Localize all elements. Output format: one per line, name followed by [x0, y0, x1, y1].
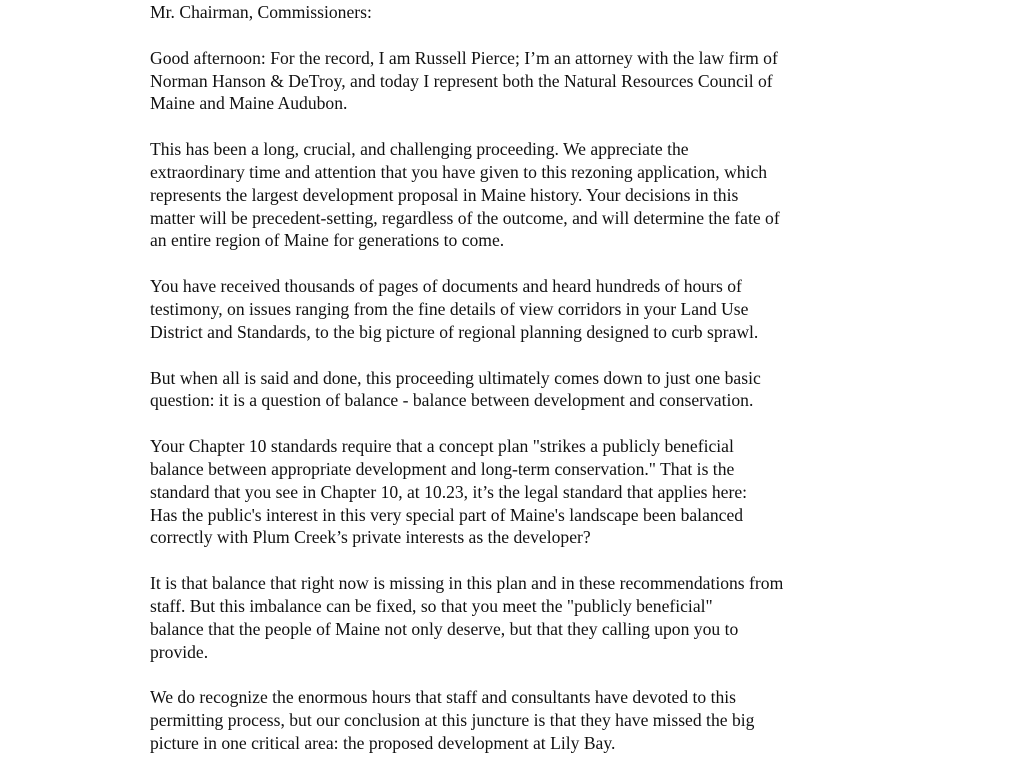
text-line: Norman Hanson & DeTroy, and today I represent both the Natural Resources Council of — [150, 70, 773, 91]
text-line: permitting process, but our conclusion at this juncture is that they have missed the big — [150, 710, 755, 731]
paragraph-introduction — [150, 47, 880, 116]
text-line: extraordinary time and attention that you have given to this rezoning application, which — [150, 161, 768, 182]
text-line: testimony, on issues ranging from the fine details of view corridors in your Land Use — [150, 298, 749, 319]
text-line: But when all is said and done, this proceeding ultimately comes down to just one basic — [150, 367, 761, 388]
paragraph-imbalance — [150, 572, 880, 663]
text-line: an entire region of Maine for generations to come. — [150, 230, 505, 251]
text-line: Maine and Maine Audubon. — [150, 93, 348, 114]
text-line: District and Standards, to the big picture of regional planning designed to curb sprawl. — [150, 321, 759, 342]
text-line: question: it is a question of balance - balance between development and conservation. — [150, 390, 754, 411]
text-line: staff. But this imbalance can be fixed, so that you meet the "publicly beneficial" — [150, 595, 713, 616]
text-line: standard that you see in Chapter 10, at 10.23, it’s the legal standard that applies here: — [150, 481, 748, 502]
document-body — [150, 1, 880, 778]
text-line: provide. — [150, 641, 209, 662]
salutation-paragraph — [150, 1, 880, 24]
text-line: Good afternoon: For the record, I am Russell Pierce; I’m an attorney with the law firm of — [150, 47, 778, 68]
text-line: balance between appropriate development and long-term conservation." That is the — [150, 458, 735, 479]
text-line: matter will be precedent-setting, regardless of the outcome, and will determine the fate of — [150, 207, 780, 228]
text-line: picture in one critical area: the proposed development at Lily Bay. — [150, 733, 616, 753]
salutation: Mr. Chairman, Commissioners: — [150, 2, 372, 22]
text-line: balance that the people of Maine not only deserve, but that they calling upon you to — [150, 618, 739, 639]
paragraph-lily-bay — [150, 686, 880, 755]
paragraph-testimony — [150, 275, 880, 344]
text-line: correctly with Plum Creek’s private interests as the developer? — [150, 527, 591, 548]
text-line: represents the largest development proposal in Maine history. Your decisions in this — [150, 184, 739, 205]
text-line: Has the public's interest in this very special part of Maine's landscape been balanced — [150, 504, 744, 525]
text-line: It is that balance that right now is missing in this plan and in these recommendations from — [150, 573, 784, 594]
paragraph-balance-question — [150, 367, 880, 413]
text-line: This has been a long, crucial, and challenging proceeding. We appreciate the — [150, 139, 689, 160]
paragraph-chapter-10 — [150, 435, 880, 549]
text-line: Your Chapter 10 standards require that a concept plan "strikes a publicly beneficial — [150, 436, 734, 457]
text-line: We do recognize the enormous hours that staff and consultants have devoted to this — [150, 687, 737, 708]
paragraph-proceeding — [150, 138, 880, 252]
text-line: You have received thousands of pages of documents and heard hundreds of hours of — [150, 276, 742, 297]
